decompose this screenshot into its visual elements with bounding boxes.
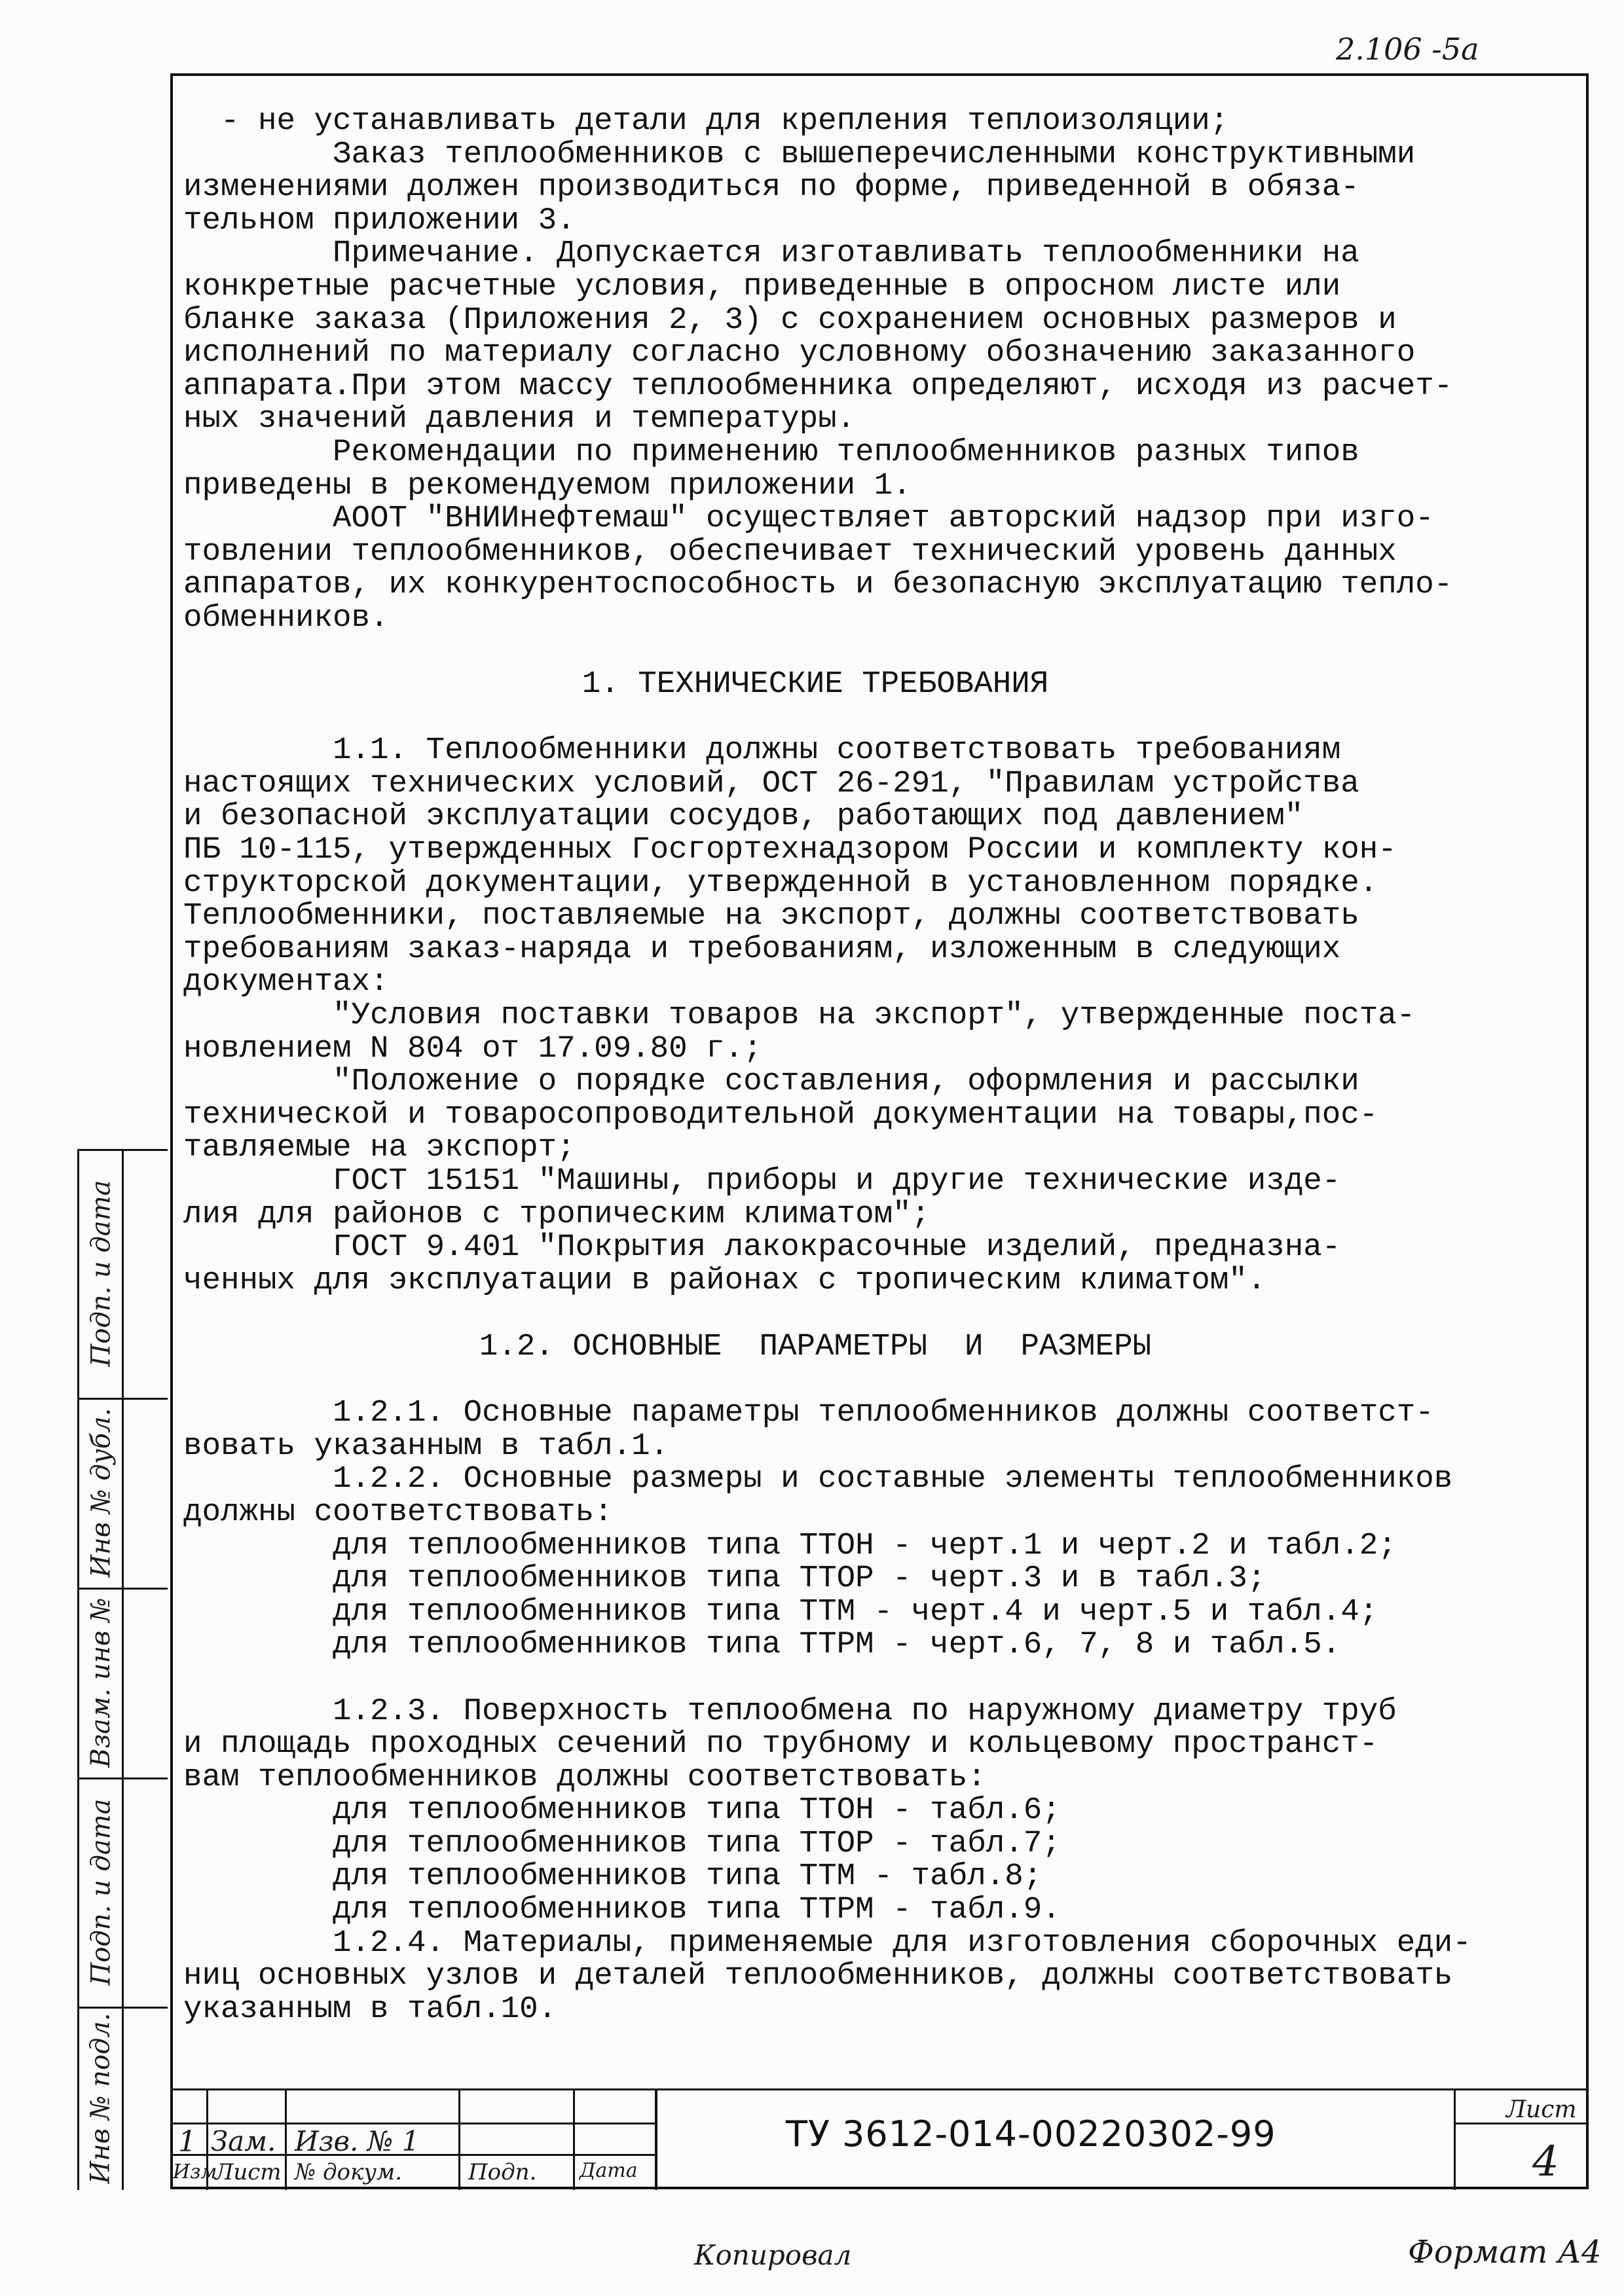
sheet-label: Лист	[1506, 2096, 1577, 2123]
text-line: для теплообменников типа ТТОР - черт.3 и в табл.3;	[183, 1561, 1266, 1597]
header-doc: № докум.	[295, 2159, 403, 2185]
section-1-heading: 1. ТЕХНИЧЕСКИЕ ТРЕБОВАНИЯ	[581, 666, 1049, 702]
text-line: ных значений давления и температуры.	[183, 401, 856, 437]
change-number: 1	[178, 2125, 196, 2159]
text-line: тавляемые на экспорт;	[183, 1130, 576, 1166]
text-line: Заказ теплообменников с вышеперечисленными конструктивными	[183, 136, 1416, 172]
text-line: ПБ 10-115, утвержденных Госгортехнадзором России и комплекту кон-	[183, 832, 1397, 868]
text-line: 1.2.2. Основные размеры и составные элементы теплообменников	[183, 1461, 1453, 1497]
sheet-number: 4	[1532, 2138, 1559, 2186]
text-line: Примечание. Допускается изготавливать теплообменники на	[183, 236, 1359, 272]
text-line: бланке заказа (Приложения 2, 3) с сохранением основных размеров и	[183, 302, 1397, 338]
change-mark: Зам.	[211, 2125, 276, 2157]
section-1-2-heading: 1.2. ОСНОВНЫЕ ПАРАМЕТРЫ И РАЗМЕРЫ	[479, 1328, 1152, 1364]
text-line: товлении теплообменников, обеспечивает технический уровень данных	[183, 534, 1397, 570]
text-line: 1.2.3. Поверхность теплообмена по наружному диаметру труб	[183, 1693, 1397, 1729]
text-line: для теплообменников типа ТТОН - табл.6;	[183, 1793, 1061, 1829]
text-line: настоящих технических условий, ОСТ 26-291, "Правилам устройства	[183, 765, 1359, 801]
document-number: ТУ 3612-014-00220302-99	[786, 2113, 1276, 2155]
text-line: - не устанавливать детали для крепления теплоизоляции;	[183, 103, 1229, 139]
text-line: должны соответствовать:	[183, 1494, 613, 1530]
text-line: для теплообменников типа ТТМ - табл.8;	[183, 1859, 1043, 1895]
text-line: структорской документации, утвержденной в установленном порядке.	[183, 865, 1378, 901]
sidebar-label: Инв № подл.	[86, 2013, 117, 2184]
text-line: ГОСТ 15151 "Машины, приборы и другие технические изде-	[183, 1163, 1341, 1199]
text-line: исполнений по материалу согласно условному обозначению заказанного	[183, 335, 1416, 371]
header-sign: Подп.	[468, 2159, 537, 2185]
intro-paragraphs	[183, 105, 1578, 635]
text-line: Рекомендации по применению теплообменников разных типов	[183, 434, 1359, 470]
text-line: вам теплообменников должны соответствовать:	[183, 1759, 986, 1795]
document-body	[183, 105, 1578, 2026]
text-line: новлением N 804 от 17.09.80 г.;	[183, 1030, 762, 1066]
text-line: вовать указанным в табл.1.	[183, 1428, 669, 1464]
header-list: Лист	[215, 2159, 282, 2185]
change-document: Изв. № 1	[295, 2125, 420, 2157]
text-line: 1.2.1. Основные параметры теплообменников должны соответст-	[183, 1395, 1434, 1431]
text-line: требованиям заказ-наряда и требованиям, изложенным в следующих	[183, 931, 1341, 967]
text-line: Теплообменники, поставляемые на экспорт, должны соответствовать	[183, 898, 1359, 934]
text-line: 1.2.4. Материалы, применяемые для изготовления сборочных еди-	[183, 1925, 1471, 1961]
text-line: и безопасной эксплуатации сосудов, работающих под давлением"	[183, 799, 1304, 835]
copied-by-label: Копировал	[694, 2239, 852, 2271]
text-line: аппаратов, их конкурентоспособность и безопасную эксплуатацию тепло-	[183, 567, 1453, 603]
text-line: для теплообменников типа ТТРМ - табл.9.	[183, 1892, 1061, 1928]
sidebar-label: Подп. и дата	[86, 1798, 116, 1986]
left-margin-stamp	[77, 1149, 168, 2190]
text-line: 1.1. Теплообменники должны соответствовать требованиям	[183, 733, 1341, 769]
text-line: для теплообменников типа ТТРМ - черт.6, 7, 8 и табл.5.	[183, 1627, 1341, 1663]
text-line: для теплообменников типа ТТМ - черт.4 и черт.5 и табл.4;	[183, 1594, 1378, 1630]
text-line: лия для районов с тропическим климатом";	[183, 1196, 931, 1232]
text-line: ГОСТ 9.401 "Покрытия лакокрасочные изделий, предназна-	[183, 1230, 1341, 1266]
title-block	[170, 2088, 1589, 2190]
header-izm: Изм	[173, 2160, 217, 2183]
text-line: изменениями должен производиться по форме, приведенной в обяза-	[183, 170, 1359, 206]
section-1-2-text	[183, 1396, 1578, 1662]
document-code: 2.106 -5a	[1336, 31, 1479, 67]
text-line: ченных для эксплуатации в районах с тропическим климатом".	[183, 1262, 1266, 1298]
text-line: "Условия поставки товаров на экспорт", утвержденные поста-	[183, 998, 1416, 1034]
text-line: конкретные расчетные условия, приведенные в опросном листе или	[183, 268, 1341, 304]
text-line: обменников.	[183, 600, 389, 636]
section-1-2-3-text	[183, 1695, 1578, 2026]
text-line: для теплообменников типа ТТОР - табл.7;	[183, 1825, 1061, 1861]
text-line: тельном приложении 3.	[183, 202, 576, 238]
text-line: аппарата.При этом массу теплообменника определяют, исходя из расчет-	[183, 368, 1453, 404]
sidebar-label: Инв № дубл.	[86, 1408, 117, 1578]
format-label: Формат А4	[1408, 2234, 1602, 2270]
text-line: "Положение о порядке составления, оформления и рассылки	[183, 1064, 1359, 1100]
sidebar-label: Подп. и дата	[86, 1180, 116, 1367]
text-line: для теплообменников типа ТТОН - черт.1 и черт.2 и табл.2;	[183, 1527, 1397, 1563]
header-date: Дата	[580, 2159, 638, 2182]
text-line: документах:	[183, 964, 389, 1000]
text-line: указанным в табл.10.	[183, 1991, 557, 2027]
text-line: ниц основных узлов и деталей теплообменников, должны соответствовать	[183, 1958, 1453, 1994]
section-1-text	[183, 734, 1578, 1297]
text-line: и площадь проходных сечений по трубному и кольцевому пространст-	[183, 1726, 1378, 1762]
sidebar-label: Взам. инв №	[86, 1597, 117, 1768]
text-line: АООТ "ВНИИнефтемаш" осуществляет авторский надзор при изго-	[183, 501, 1434, 537]
text-line: приведены в рекомендуемом приложении 1.	[183, 467, 912, 503]
text-line: технической и товаросопроводительной документации на товары,пос-	[183, 1097, 1378, 1133]
